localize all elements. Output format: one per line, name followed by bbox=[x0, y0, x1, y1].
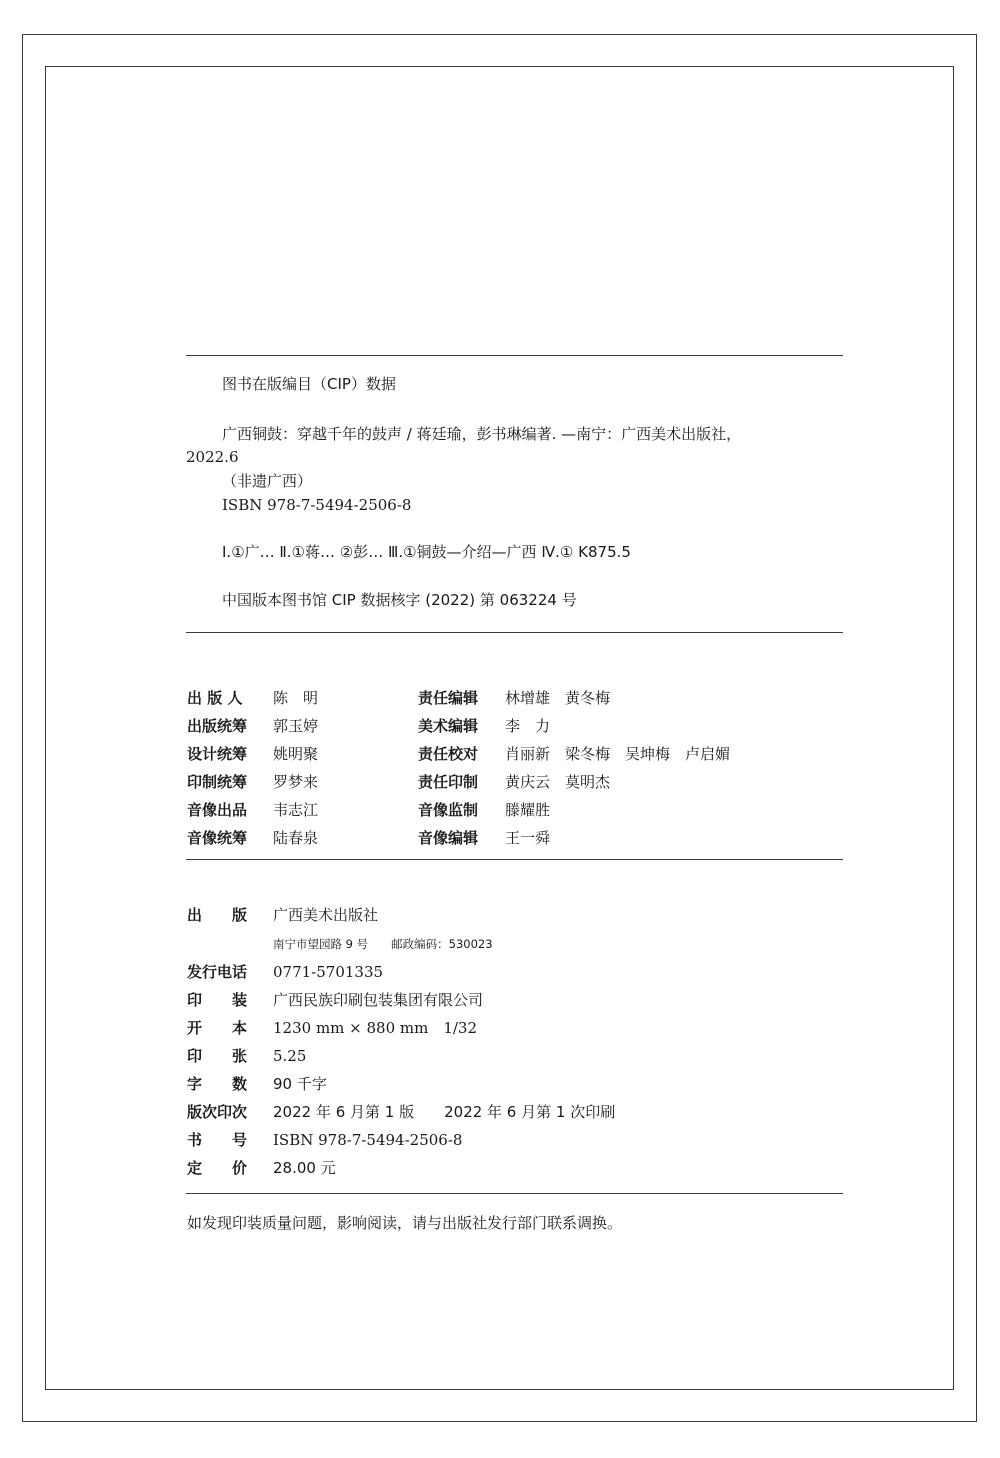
cip-header: 图书在版编目（CIP）数据 bbox=[222, 375, 396, 393]
staff-value: 陈 明 bbox=[273, 689, 319, 707]
staff-label: 印制统筹 bbox=[187, 773, 248, 791]
cip-isbn: ISBN 978-7-5494-2506-8 bbox=[222, 496, 412, 514]
staff-value: 韦志江 bbox=[273, 801, 319, 819]
staff-label: 音像统筹 bbox=[187, 829, 248, 847]
staff-label: 责任印制 bbox=[418, 773, 479, 791]
info-label: 发行电话 bbox=[187, 963, 248, 981]
info-label: 印 装 bbox=[187, 991, 248, 1009]
info-value: 2022 年 6 月第 1 版 2022 年 6 月第 1 次印刷 bbox=[273, 1103, 616, 1121]
divider-staff-bottom bbox=[186, 859, 843, 860]
cip-series: （非遗广西） bbox=[222, 472, 313, 490]
info-label: 印 张 bbox=[187, 1047, 248, 1065]
staff-label: 美术编辑 bbox=[418, 717, 479, 735]
divider-top bbox=[186, 355, 843, 356]
info-value: 1230 mm × 880 mm 1/32 bbox=[273, 1019, 478, 1037]
staff-label: 出版统筹 bbox=[187, 717, 248, 735]
staff-value: 林增雄 黄冬梅 bbox=[505, 689, 611, 707]
publisher-value: 广西美术出版社 bbox=[273, 906, 379, 924]
staff-value: 滕耀胜 bbox=[505, 801, 551, 819]
info-value: ISBN 978-7-5494-2506-8 bbox=[273, 1131, 463, 1149]
info-value: 5.25 bbox=[273, 1047, 307, 1065]
staff-value: 肖丽新 梁冬梅 吴坤梅 卢启媚 bbox=[505, 745, 731, 763]
staff-value: 黄庆云 莫明杰 bbox=[505, 773, 611, 791]
info-value: 28.00 元 bbox=[273, 1159, 336, 1177]
divider-cip-bottom bbox=[186, 632, 843, 633]
publisher-address: 南宁市望园路 9 号 邮政编码：530023 bbox=[273, 937, 493, 951]
cip-year-line: 2022.6 bbox=[186, 448, 239, 466]
staff-label: 音像出品 bbox=[187, 801, 248, 819]
staff-label: 出 版 人 bbox=[187, 689, 243, 707]
cip-classification: Ⅰ.①广… Ⅱ.①蒋… ②彭… Ⅲ.①铜鼓—介绍—广西 Ⅳ.① K875.5 bbox=[222, 543, 631, 561]
info-value: 0771-5701335 bbox=[273, 963, 384, 981]
info-label: 开 本 bbox=[187, 1019, 248, 1037]
staff-value: 罗梦来 bbox=[273, 773, 319, 791]
info-label: 版次印次 bbox=[187, 1103, 248, 1121]
staff-value: 姚明聚 bbox=[273, 745, 319, 763]
staff-label: 责任编辑 bbox=[418, 689, 479, 707]
staff-value: 陆春泉 bbox=[273, 829, 319, 847]
info-label: 书 号 bbox=[187, 1131, 248, 1149]
info-value: 90 千字 bbox=[273, 1075, 327, 1093]
staff-label: 音像监制 bbox=[418, 801, 479, 819]
staff-value: 王一舜 bbox=[505, 829, 551, 847]
staff-label: 设计统筹 bbox=[187, 745, 248, 763]
info-label: 字 数 bbox=[187, 1075, 248, 1093]
quality-notice: 如发现印装质量问题，影响阅读，请与出版社发行部门联系调换。 bbox=[187, 1214, 623, 1232]
cip-library-note: 中国版本图书馆 CIP 数据核字 (2022) 第 063224 号 bbox=[222, 591, 577, 609]
info-label: 定 价 bbox=[187, 1159, 248, 1177]
cip-title-line: 广西铜鼓：穿越千年的鼓声 / 蒋廷瑜，彭书琳编著. —南宁：广西美术出版社， bbox=[222, 425, 742, 443]
publisher-label: 出 版 bbox=[187, 906, 248, 924]
staff-label: 音像编辑 bbox=[418, 829, 479, 847]
divider-info-bottom bbox=[186, 1193, 843, 1194]
info-value: 广西民族印刷包装集团有限公司 bbox=[273, 991, 484, 1009]
staff-value: 李 力 bbox=[505, 717, 551, 735]
staff-label: 责任校对 bbox=[418, 745, 479, 763]
inner-border bbox=[45, 66, 954, 1390]
staff-value: 郭玉婷 bbox=[273, 717, 319, 735]
